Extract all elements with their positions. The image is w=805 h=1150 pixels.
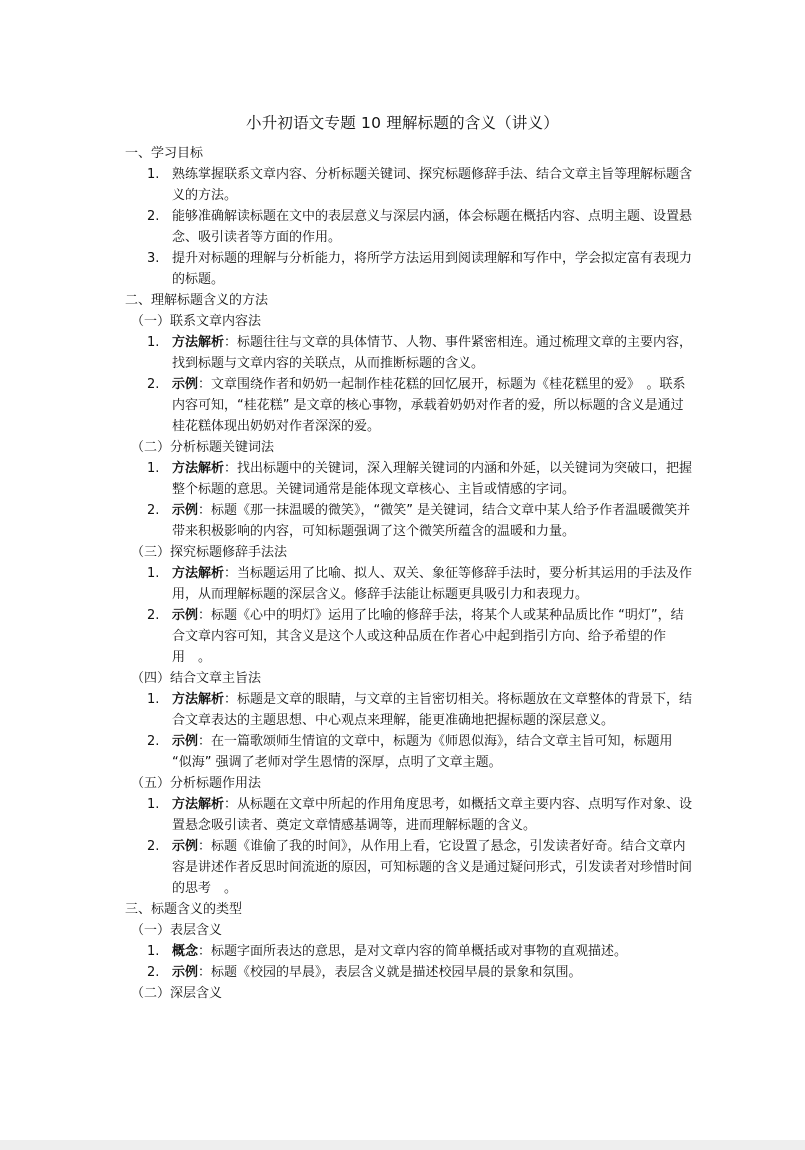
item-label: 示例 — [172, 965, 199, 980]
item-number: 2. — [147, 965, 160, 980]
item-label: 概念 — [172, 944, 199, 959]
item-number: 1. — [147, 167, 160, 182]
item-number: 2. — [147, 839, 160, 854]
section-heading: 一、学习目标 — [125, 146, 204, 161]
item-number: 2. — [147, 503, 160, 518]
list-item — [125, 941, 693, 962]
subsection-heading: （二）深层含义 — [131, 986, 223, 1001]
item-text: 提升对标题的理解与分析能力，将所学方法运用到阅读理解和写作中，学会拟定富有表现力的标题。 — [172, 251, 693, 287]
item-text: ：标题《那一抹温暖的微笑》，“微笑” 是关键词，结合文章中某人给予作者温暖微笑并带来积极影响的内容，可知标题强调了这个微笑所蕴含的温暖和力量。 — [172, 503, 691, 539]
item-number: 1. — [147, 692, 160, 707]
section-heading: 三、标题含义的类型 — [125, 902, 243, 917]
item-number: 1. — [147, 944, 160, 959]
item-label: 方法解析 — [172, 797, 225, 812]
list-item — [125, 500, 693, 542]
item-label: 方法解析 — [172, 335, 225, 350]
subsection-heading: （二）分析标题关键词法 — [131, 440, 275, 455]
item-label: 示例 — [172, 503, 199, 518]
item-text: ：标题字面所表达的意思，是对文章内容的简单概括或对事物的直观描述。 — [198, 944, 628, 959]
list-item — [125, 458, 693, 500]
item-number: 2. — [147, 209, 160, 224]
item-label: 示例 — [172, 377, 199, 392]
list-item — [125, 248, 693, 290]
subsection-heading: （三）探究标题修辞手法法 — [131, 545, 288, 560]
item-text: ：找出标题中的关键词，深入理解关键词的内涵和外延，以关键词为突破口，把握整个标题的意思。关键词通常是能体现文章核心、主旨或情感的字词。 — [172, 461, 693, 497]
item-number: 1. — [147, 797, 160, 812]
subsection-heading: （一）表层含义 — [131, 923, 223, 938]
item-number: 2. — [147, 608, 160, 623]
subsection-heading: （五）分析标题作用法 — [131, 776, 262, 791]
list-item — [125, 563, 693, 605]
item-number: 3. — [147, 251, 160, 266]
item-text: ：当标题运用了比喻、拟人、双关、象征等修辞手法时，要分析其运用的手法及作用，从而理解标题的深层含义。修辞手法能让标题更具吸引力和表现力。 — [172, 566, 693, 602]
item-label: 示例 — [172, 839, 199, 854]
item-text: 熟练掌握联系文章内容、分析标题关键词、探究标题修辞手法、结合文章主旨等理解标题含义的方法。 — [172, 167, 693, 203]
item-text: ：标题是文章的眼睛，与文章的主旨密切相关。将标题放在文章整体的背景下，结合文章表达的主题思想、中心观点来理解，能更准确地把握标题的深层意义。 — [172, 692, 693, 728]
item-label: 方法解析 — [172, 692, 225, 707]
item-text: ：标题《谁偷了我的时间》，从作用上看，它设置了悬念，引发读者好奇。结合文章内容是讲述作者反思时间流逝的原因，可知标题的含义是通过疑问形式，引发读者对珍惜时间的思考 。 — [172, 839, 693, 896]
item-label: 示例 — [172, 734, 199, 749]
item-text: 能够准确解读标题在文中的表层意义与深层内涵，体会标题在概括内容、点明主题、设置悬念、吸引读者等方面的作用。 — [172, 209, 693, 245]
item-text: ：在一篇歌颂师生情谊的文章中，标题为《师恩似海》，结合文章主旨可知，标题用 “似海” 强调了老师对学生恩情的深厚，点明了文章主题。 — [172, 734, 673, 770]
subsection-heading: （一）联系文章内容法 — [131, 314, 262, 329]
list-item — [125, 731, 693, 773]
item-number: 1. — [147, 566, 160, 581]
subsection-heading: （四）结合文章主旨法 — [131, 671, 262, 686]
item-number: 2. — [147, 734, 160, 749]
item-label: 示例 — [172, 608, 199, 623]
item-text: ：标题《校园的早晨》，表层含义就是描述校园早晨的景象和氛围。 — [198, 965, 582, 980]
section-heading: 二、理解标题含义的方法 — [125, 293, 269, 308]
item-label: 方法解析 — [172, 566, 225, 581]
document-body — [125, 143, 693, 1004]
list-item — [125, 374, 693, 437]
item-text: ：标题往往与文章的具体情节、人物、事件紧密相连。通过梳理文章的主要内容，找到标题与文章内容的关联点，从而推断标题的含义。 — [172, 335, 693, 371]
item-number: 1. — [147, 461, 160, 476]
list-item — [125, 689, 693, 731]
list-item — [125, 332, 693, 374]
item-label: 方法解析 — [172, 461, 225, 476]
document-title: 小升初语文专题 10 理解标题的含义（讲义） — [246, 114, 559, 132]
item-text: ：从标题在文章中所起的作用角度思考，如概括文章主要内容、点明写作对象、设置悬念吸引读者、奠定文章情感基调等，进而理解标题的含义。 — [172, 797, 693, 833]
list-item — [125, 962, 693, 983]
list-item — [125, 206, 693, 248]
item-text: ：文章围绕作者和奶奶一起制作桂花糕的回忆展开，标题为《桂花糕里的爱》 。联系内容可知，“桂花糕” 是文章的核心事物，承载着奶奶对作者的爱，所以标题的含义是通过桂花糕体现出奶奶对作者深深的爱。 — [172, 377, 686, 434]
list-item — [125, 605, 693, 668]
list-item — [125, 164, 693, 206]
list-item — [125, 836, 693, 899]
list-item — [125, 794, 693, 836]
item-text: ：标题《心中的明灯》运用了比喻的修辞手法，将某个人或某种品质比作 “明灯”，结合文章内容可知，其含义是这个人或这种品质在作者心中起到指引方向、给予希望的作用 。 — [172, 608, 684, 665]
item-number: 2. — [147, 377, 160, 392]
item-number: 1. — [147, 335, 160, 350]
